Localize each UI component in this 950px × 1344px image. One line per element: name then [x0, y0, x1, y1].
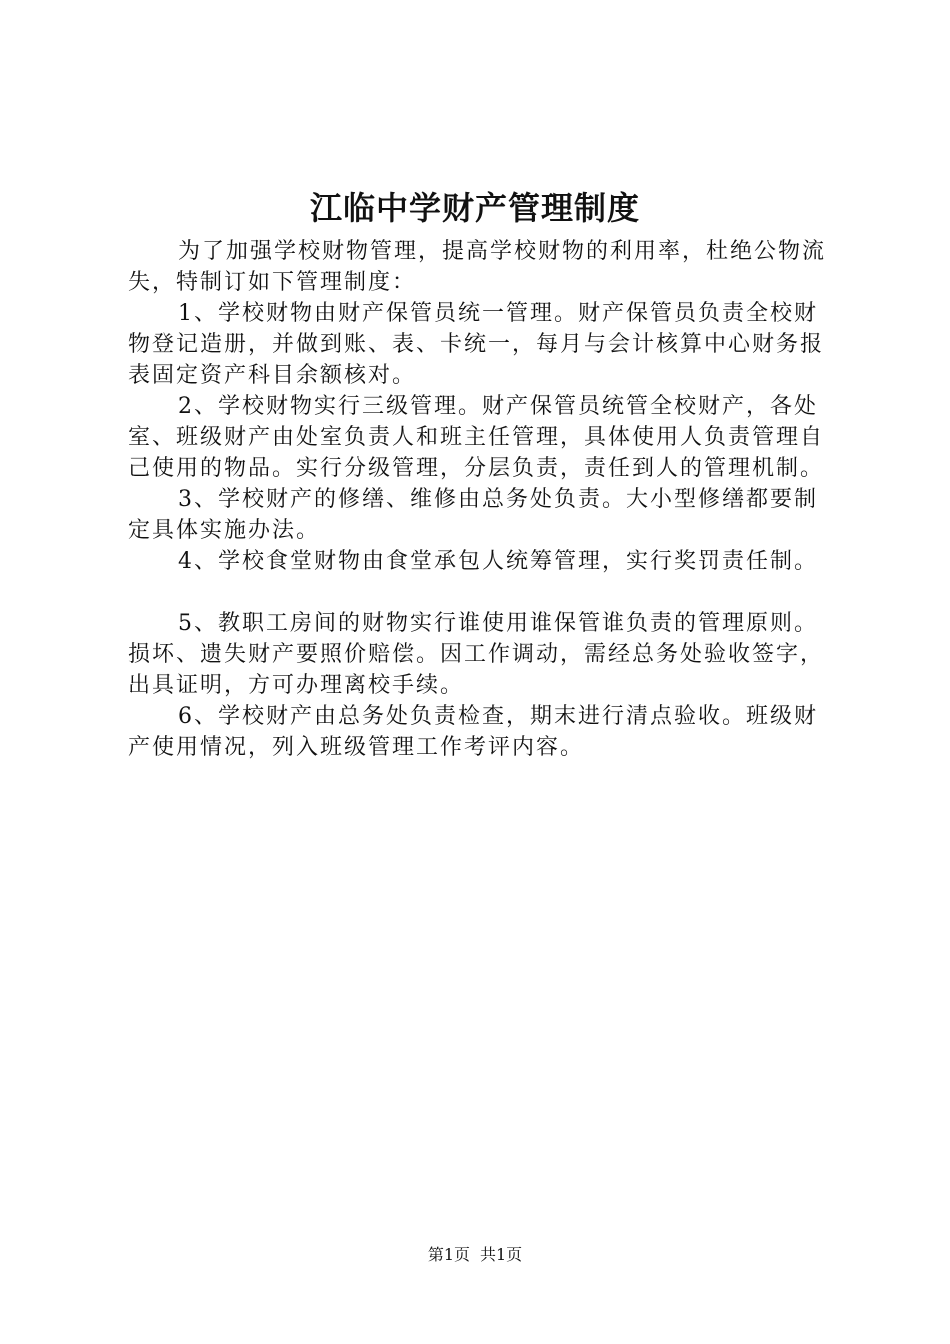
document-title: 江临中学财产管理制度 [309, 189, 640, 227]
page-number: 第1页 [427, 1245, 470, 1264]
clause-4-paragraph: 4、学校食堂财物由食堂承包人统筹管理，实行奖罚责任制。 [178, 549, 818, 574]
clause-2-paragraph: 2、学校财物实行三级管理。财产保管员统管全校财产，各处室、班级财产由处室负责人和班主任管理，具体使用人负责管理自己使用的物品。实行分级管理，分层负责，责任到人的管理机制。 [128, 394, 825, 481]
page-total: 共1页 [480, 1245, 523, 1264]
clause-1-paragraph: 1、学校财物由财产保管员统一管理。财产保管员负责全校财物登记造册，并做到账、表、卡统一，每月与会计核算中心财务报表固定资产科目余额核对。 [128, 301, 825, 388]
document-body [128, 236, 828, 763]
page-footer [0, 1244, 950, 1266]
clause-3-paragraph: 3、学校财产的修缮、维修由总务处负责。大小型修缮都要制定具体实施办法。 [128, 487, 818, 543]
clause-5-paragraph: 5、教职工房间的财物实行谁使用谁保管谁负责的管理原则。损坏、遗失财产要照价赔偿。因工作调动，需经总务处验收签字，出具证明，方可办理离校手续。 [128, 611, 825, 698]
clause-6-paragraph: 6、学校财产由总务处负责检查，期末进行清点验收。班级财产使用情况，列入班级管理工作考评内容。 [128, 704, 818, 760]
intro-paragraph: 为了加强学校财物管理，提高学校财物的利用率，杜绝公物流失，特制订如下管理制度： [128, 239, 827, 295]
